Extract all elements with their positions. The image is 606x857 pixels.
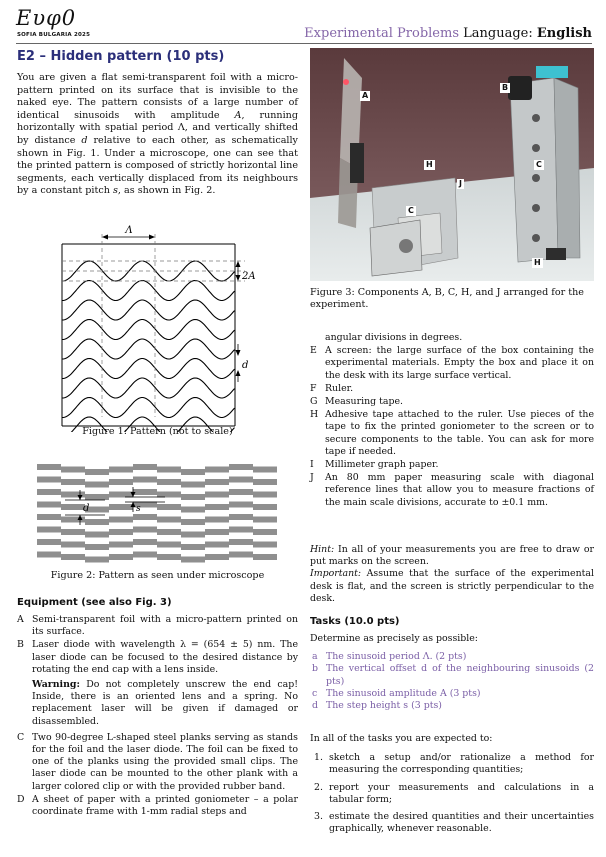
expected-lead: In all of the tasks you are expected to: — [310, 733, 493, 744]
hint-label: Hint: — [310, 544, 335, 555]
step-segment — [205, 517, 229, 523]
step-segment — [253, 479, 277, 485]
label-a: A — [362, 91, 369, 100]
step-segment — [85, 494, 109, 500]
figure1-caption: Figure 1: Pattern (not to scale) — [82, 426, 233, 437]
step-segment — [85, 482, 109, 488]
label-j: J — [459, 179, 462, 188]
setup-photo-drawing — [310, 48, 594, 281]
figure3-caption: Figure 3: Components A, B, C, H, and J arranged for the experiment. — [310, 287, 584, 310]
step-segment — [229, 552, 253, 558]
important-label: Important: — [310, 568, 362, 580]
equipment-text: Ruler. — [325, 382, 354, 394]
step-segment — [61, 479, 85, 485]
important-note — [310, 568, 594, 605]
equipment-text: Semi-transparent foil with a micro-pattern printed on its surface. — [32, 614, 298, 638]
step-segment — [85, 532, 109, 538]
step-segment — [205, 479, 229, 485]
intro-text: You are given a flat semi-transparent foil with a micro-pattern printed on its surface that is invisible to the naked eye. The pattern consists of a large number of identical sinusoids with amplitude — [17, 72, 298, 121]
sinusoid-line — [62, 300, 235, 320]
problem-intro — [17, 72, 298, 198]
tasks-lead: Determine as precisely as possible: — [310, 633, 478, 644]
figure3-photo — [310, 48, 594, 281]
step-segment — [109, 529, 133, 535]
hint-note — [310, 544, 594, 568]
task-text: The sinusoid amplitude A (3 pts) — [326, 687, 481, 699]
step-number: 2. — [314, 781, 323, 793]
step-segment — [253, 542, 277, 548]
sinusoid-line — [62, 281, 235, 301]
intro-text: , running horizontally with spatial period Λ, and vertically shifted by distance — [17, 109, 298, 146]
equipment-item-h: H Adhesive tape attached to the ruler. Use pieces of the tape to fix the printed goniometer to the screen or to secure components to the table. You can ask for more tape if needed. — [310, 409, 594, 457]
equipment-item-b: B Laser diode with wavelength λ = (654 ± 5) nm. The laser diode can be focused to the desired distance by rotating the end cap with a lens inside. — [17, 639, 298, 675]
equipment-item-a: A Semi-transparent foil with a micro-pattern printed on its surface. — [17, 614, 298, 638]
step-item — [310, 752, 594, 776]
step-segment — [157, 504, 181, 510]
fig2-d-label: d — [83, 503, 90, 514]
expected-block — [310, 733, 594, 840]
task-item — [310, 663, 594, 687]
header-info — [304, 26, 592, 41]
step-segment — [85, 519, 109, 525]
step-segment — [157, 542, 181, 548]
step-segment — [109, 554, 133, 560]
step-text: sketch a setup and/or rationalize a method for measuring the corresponding quantities; — [329, 752, 594, 776]
step-segment — [109, 517, 133, 523]
step-segment — [109, 467, 133, 473]
important-text: Assume that the surface of the experimental desk is flat, and the screen is strictly perpendicular to the desk. — [310, 568, 594, 604]
task-item — [310, 700, 594, 712]
step-segment — [157, 529, 181, 535]
section-name: Experimental Problems — [304, 26, 459, 41]
equipment-item-d: D A sheet of paper with a printed goniometer – a polar coordinate frame with 1-mm radial steps and — [17, 793, 298, 818]
step-segment — [253, 492, 277, 498]
sinusoid-line — [62, 320, 235, 340]
olympiad-logo: Ευφ0 — [16, 6, 77, 30]
tasks-block — [310, 633, 594, 712]
step-segment — [37, 539, 61, 545]
label-c2: C — [408, 206, 414, 215]
language-label: Language: — [463, 26, 533, 41]
step-segment — [229, 514, 253, 520]
step-segment — [37, 477, 61, 483]
figure2-caption: Figure 2: Pattern as seen under microscope — [50, 570, 265, 581]
equipment-list-left — [17, 614, 298, 819]
step-segment — [133, 514, 157, 520]
equipment-text: Adhesive tape attached to the ruler. Use pieces of the tape to fix the printed goniometer to the screen or to secure components to the table. You can ask for more tape if needed. — [325, 409, 594, 457]
step-segment — [229, 527, 253, 533]
step-segment — [253, 554, 277, 560]
label-c1: C — [536, 160, 542, 169]
equipment-text: Laser diode with wavelength λ = (654 ± 5) nm. The laser diode can be focused to the desired distance by rotating the end cap with a lens inside. — [32, 639, 298, 675]
step-segment — [133, 477, 157, 483]
task-letter: a — [312, 651, 318, 663]
step-segment — [109, 542, 133, 548]
step-segment — [133, 527, 157, 533]
equipment-item-j: J An 80 mm paper measuring scale with diagonal reference lines that allow you to measure fractions of the main scale divisions, accurate to ±0.1 mm. — [310, 472, 594, 508]
step-segment — [133, 489, 157, 495]
equipment-list-right — [310, 332, 594, 510]
step-segment — [253, 517, 277, 523]
fig2-s-label: s — [136, 504, 141, 514]
task-text: The vertical offset d of the neighbouring sinusoids (2 pts) — [326, 663, 594, 687]
equipment-text: An 80 mm paper measuring scale with diagonal reference lines that allow you to measure fractions of the main scale divisions, accurate to ±0.1 mm. — [325, 472, 594, 508]
hint-text: In all of your measurements you are free to draw or put marks on the screen. — [310, 544, 594, 568]
step-segment — [61, 529, 85, 535]
warning-note — [17, 679, 298, 728]
step-segment — [205, 529, 229, 535]
step-segment — [85, 544, 109, 550]
step-segment — [229, 464, 253, 470]
sinusoid-line — [62, 359, 235, 379]
step-segment — [229, 477, 253, 483]
step-item — [310, 782, 594, 806]
step-segment — [61, 542, 85, 548]
step-segment — [85, 469, 109, 475]
equipment-text: Measuring tape. — [325, 396, 403, 408]
step-segment — [109, 479, 133, 485]
step-segment — [157, 554, 181, 560]
step-item — [310, 811, 594, 835]
problem-title: E2 – Hidden pattern (10 pts) — [17, 49, 225, 64]
step-segment — [133, 552, 157, 558]
tasks-heading: Tasks (10.0 pts) — [310, 616, 400, 627]
equipment-item-i: I Millimeter graph paper. — [310, 459, 439, 471]
offset-label: d — [242, 360, 249, 371]
step-segment — [133, 464, 157, 470]
label-h2: H — [534, 258, 541, 267]
step-segment — [61, 467, 85, 473]
step-segment — [205, 554, 229, 560]
olympiad-location: SOFIA BULGARIA 2025 — [17, 32, 91, 38]
task-letter: c — [312, 687, 318, 699]
step-segment — [181, 469, 205, 475]
equipment-item-e: E A screen: the large surface of the box containing the experimental materials. Empty the box and place it on the desk with its large surface vertical. — [310, 345, 594, 381]
step-segment — [157, 517, 181, 523]
step-segment — [181, 544, 205, 550]
equipment-item-d-cont — [310, 332, 594, 344]
warning-text: Do not completely unscrew the end cap! Inside, there is an oriented lens and a spring. No replacement laser will be given if damaged or disassembled. — [32, 679, 298, 727]
sinusoid-line — [62, 398, 235, 418]
step-segment — [181, 557, 205, 563]
step-segment — [37, 489, 61, 495]
label-h1: H — [426, 160, 433, 169]
task-text: The sinusoid period Λ. (2 pts) — [326, 651, 467, 663]
step-text: report your measurements and calculations in a tabular form; — [329, 781, 594, 805]
step-segment — [181, 494, 205, 500]
step-segment — [205, 504, 229, 510]
step-segment — [205, 492, 229, 498]
task-item — [310, 651, 594, 663]
step-segments — [37, 464, 277, 563]
step-segment — [37, 552, 61, 558]
step-segment — [253, 467, 277, 473]
step-segment — [229, 539, 253, 545]
amplitude-label: 2A — [242, 271, 256, 282]
task-letter: b — [312, 663, 319, 675]
intro-text: , as shown in Fig. 2. — [117, 185, 216, 197]
equipment-heading: Equipment (see also Fig. 3) — [17, 597, 172, 608]
step-segment — [181, 532, 205, 538]
equipment-item-c: C Two 90-degree L-shaped steel planks serving as stands for the foil and the laser diode. The foil can be fixed to one of the planks using the provided small clips. The laser diode can be mounted to the other plank with a larger colored clip or with the provided rubber band. — [17, 731, 298, 792]
step-segment — [157, 479, 181, 485]
step-segment — [253, 529, 277, 535]
step-segment — [85, 557, 109, 563]
step-segment — [37, 464, 61, 470]
step-segment — [157, 467, 181, 473]
lambda-label: Λ — [125, 225, 133, 236]
intro-text: relative to each other, as schematically shown in Fig. 1. Under a microscope, one can see that the printed pattern is composed of strictly horizontal line segments, each vertically displaced from its neighbours by a constant pitch — [17, 134, 298, 197]
figure1-pattern — [40, 222, 280, 432]
step-segment — [61, 504, 85, 510]
step-text: estimate the desired quantities and their uncertainties graphically, whenever reasonable. — [329, 811, 594, 835]
intro-var: d — [81, 134, 88, 146]
step-segment — [229, 489, 253, 495]
equipment-text: angular divisions in degrees. — [325, 332, 463, 343]
task-letter: d — [312, 700, 319, 712]
step-segment — [181, 519, 205, 525]
sinusoid-line — [62, 339, 235, 359]
figure2-microscope — [35, 460, 285, 570]
equipment-text: A screen: the large surface of the box containing the experimental materials. Empty the box and place it on the desk with its large surface vertical. — [325, 345, 594, 381]
step-segment — [37, 502, 61, 508]
equipment-item-g: G Measuring tape. — [310, 396, 403, 408]
step-segment — [37, 527, 61, 533]
step-segment — [61, 554, 85, 560]
step-segment — [37, 514, 61, 520]
step-number: 1. — [314, 752, 323, 764]
step-segment — [205, 542, 229, 548]
intro-var: A — [234, 109, 242, 121]
step-segment — [205, 467, 229, 473]
step-segment — [253, 504, 277, 510]
warning-label: Warning: — [32, 679, 80, 691]
step-segment — [133, 539, 157, 545]
header-rule — [16, 43, 592, 44]
step-number: 3. — [314, 811, 323, 823]
step-segment — [181, 482, 205, 488]
notes — [310, 544, 594, 605]
task-item — [310, 688, 594, 700]
sinusoid-line — [62, 378, 235, 398]
equipment-text: Two 90-degree L-shaped steel planks serving as stands for the foil and the laser diode. The foil can be fixed to one of the planks using the provided small clips. The laser diode can be mounted to the other plank with a larger colored clip or with the provided rubber band. — [32, 731, 298, 792]
label-b: B — [502, 83, 509, 92]
step-segment — [181, 507, 205, 513]
step-segment — [109, 504, 133, 510]
equipment-text: A sheet of paper with a printed goniometer – a polar coordinate frame with 1-mm radial steps and — [32, 793, 298, 818]
sinusoid-lines — [62, 261, 235, 432]
intro-var: s — [112, 185, 118, 197]
equipment-text: Millimeter graph paper. — [325, 459, 439, 471]
step-segment — [229, 502, 253, 508]
language-value: English — [536, 26, 592, 41]
task-text: The step height s (3 pts) — [326, 700, 442, 712]
equipment-item-f: F Ruler. — [310, 382, 354, 394]
